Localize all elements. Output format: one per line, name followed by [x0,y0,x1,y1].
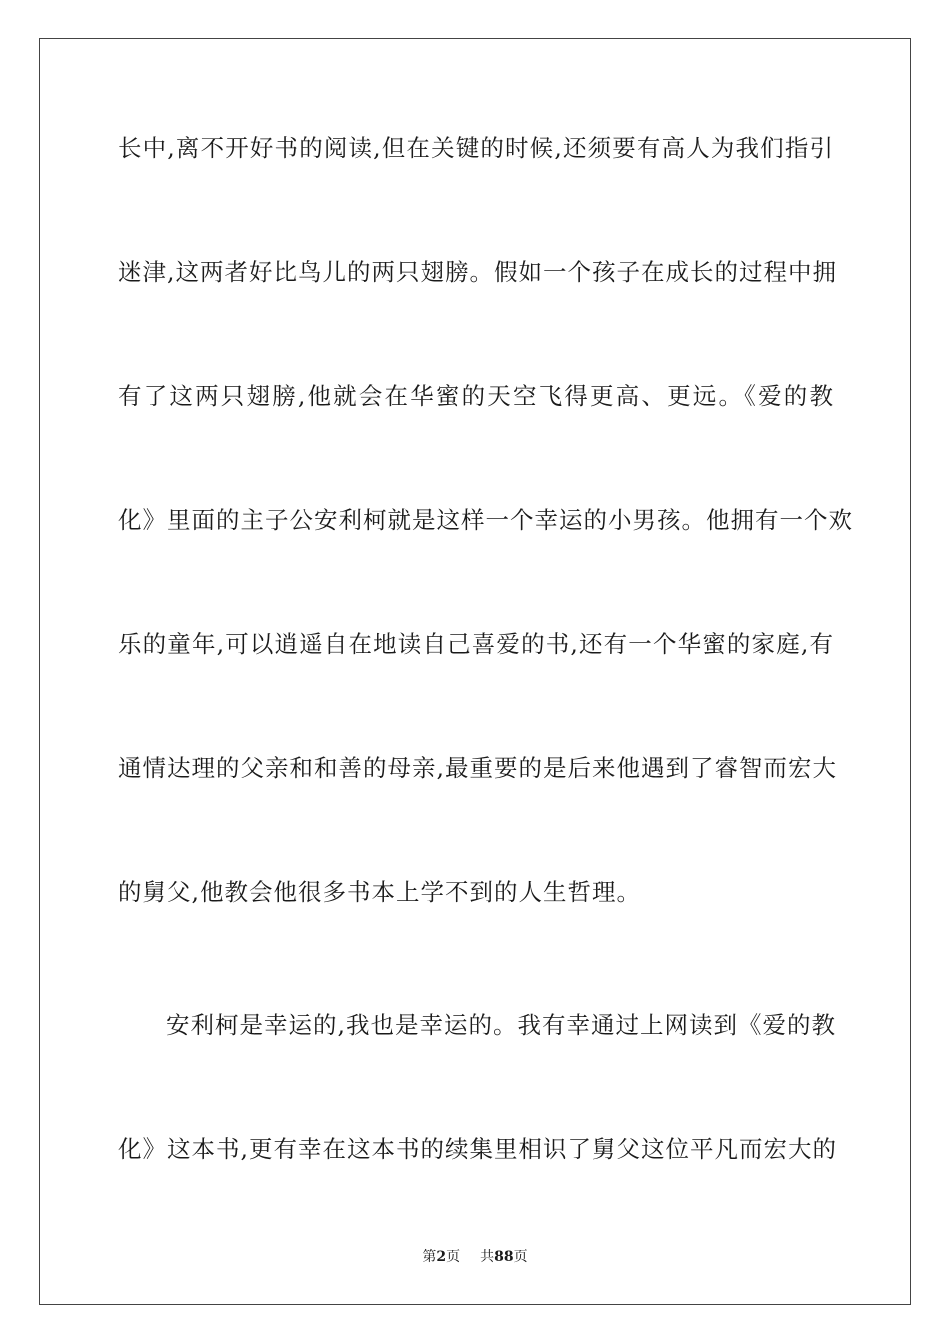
page-suffix: 页 [446,1249,461,1265]
text-line: 化》这本书,更有幸在这本书的续集里相识了舅父这位平凡而宏大的 [118,1135,837,1163]
total-suffix: 页 [513,1249,528,1265]
page-number: 2 [436,1249,447,1265]
page-footer [0,1247,950,1267]
text-line: 通情达理的父亲和和善的母亲,最重要的是后来他遇到了睿智而宏大 [118,754,837,782]
text-line: 乐的童年,可以逍遥自在地读自己喜爱的书,还有一个华蜜的家庭,有 [118,630,834,658]
paragraph-first-line: 安利柯是幸运的,我也是幸运的。我有幸通过上网读到《爱的教 [166,1011,836,1039]
total-pages: 88 [494,1249,514,1265]
total-prefix: 共 [480,1249,495,1265]
text-line: 长中,离不开好书的阅读,但在关键的时候,还须要有高人为我们指引 [118,134,834,162]
text-line: 迷津,这两者好比鸟儿的两只翅膀。假如一个孩子在成长的过程中拥 [118,258,837,286]
page-prefix: 第 [422,1249,437,1265]
text-line: 化》里面的主子公安利柯就是这样一个幸运的小男孩。他拥有一个欢 [118,506,853,534]
text-line: 有了这两只翅膀,他就会在华蜜的天空飞得更高、更远。《爱的教 [118,382,834,410]
page-border [39,38,911,1305]
text-line: 的舅父,他教会他很多书本上学不到的人生哲理。 [118,878,641,906]
